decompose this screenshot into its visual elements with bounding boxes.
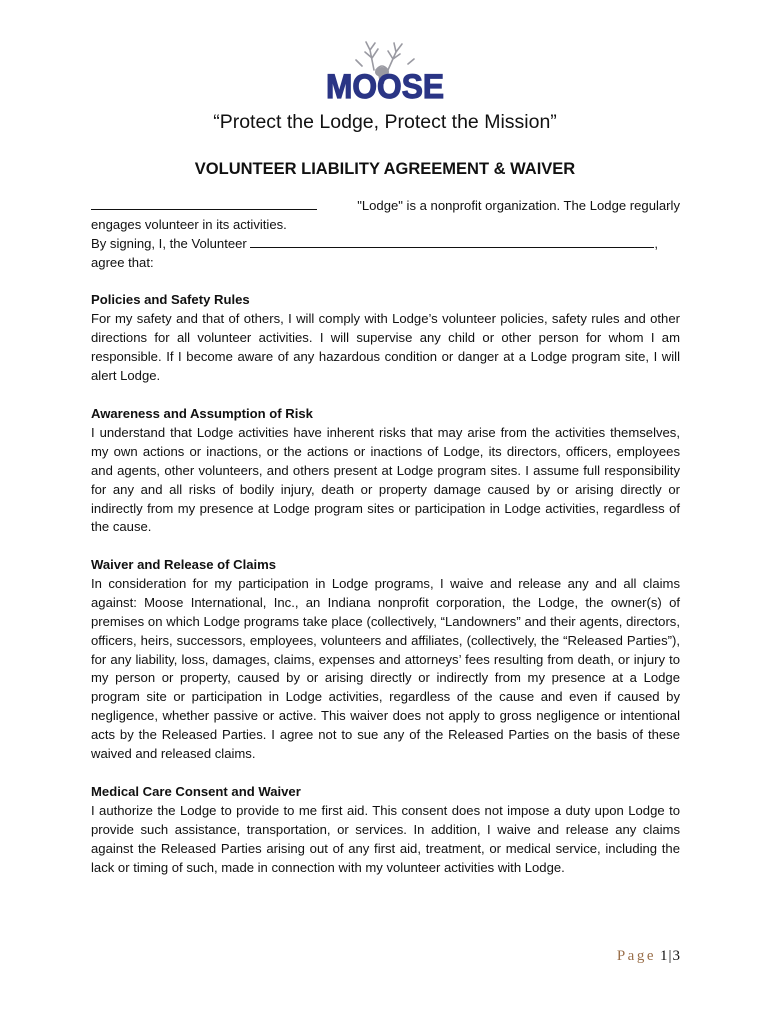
section-medical <box>91 783 680 878</box>
section-waiver <box>91 556 680 764</box>
intro-line-3 <box>91 235 680 254</box>
section-heading: Medical Care Consent and Waiver <box>91 784 301 799</box>
moose-antlers-icon <box>322 40 448 104</box>
lodge-name-field[interactable] <box>91 197 317 210</box>
section-policies <box>91 291 680 386</box>
volunteer-suffix: , <box>654 235 659 251</box>
section-body: I authorize the Lodge to provide to me first aid. This consent does not impose a duty upon Lodge to provide such assistance, transportation, or services. In addition, I waive and release any claims against the Released Parties arising out of any first aid, treatment, or medical service, including the lack or timing of such, made in connection with my volunteer activities with Lodge. <box>91 802 680 875</box>
page-footer <box>617 948 680 965</box>
intro-line-2: engages volunteer in its activities. <box>91 216 287 232</box>
document-title: VOLUNTEER LIABILITY AGREEMENT & WAIVER <box>194 160 576 178</box>
section-heading: Awareness and Assumption of Risk <box>91 406 313 421</box>
volunteer-label: By signing, I, the Volunteer <box>91 235 247 251</box>
intro-line-1-text: "Lodge" is a nonprofit organization. The Lodge regularly <box>357 198 680 213</box>
section-body: For my safety and that of others, I will comply with Lodge’s volunteer policies, safety rules and other directions for all volunteer activities. I will supervise any child or other person for whom I am responsible. If I become aware of any hazardous condition or danger at a Lodge program site, I will alert Lodge. <box>91 310 680 383</box>
section-body: In consideration for my participation in Lodge programs, I waive and release any and all claims against: Moose International, Inc., an Indiana nonprofit corporation, the Lodge, the owner(s) of premises on which Lodge programs take place (collectively, “Landowners” and their agents, directors, officers, heirs, successors, employees, volunteers and affiliates, (collectively, the “Released Parties”), for any liability, loss, damages, claims, expenses and attorneys’ fees resulting from death, or injury to my person or property, caused by or arising directly or indirectly from my presence at a Lodge program site or participation in Lodge activities, regardless of the cause and even if caused by negligence, whether passive or active. This waiver does not apply to gross negligence or intentional acts by the Released Parties. I agree not to sue any of the Released Parties on the basis of these waived and released claims. <box>91 575 680 762</box>
total-pages: 3 <box>672 948 680 964</box>
page-label: Page <box>616 948 656 964</box>
logo-wordmark: MOOSE <box>326 68 444 104</box>
section-body: I understand that Lodge activities have inherent risks that may arise from the activities themselves, my own actions or inactions, or the actions or inactions of Lodge, its directors, officers, employees and agents, other volunteers, and others present at Lodge program sites. I assume full responsibility for any and all risks of bodily injury, death or property damage caused by or arising directly or indirectly from my presence at Lodge program sites or participation in Lodge activities, regardless of the cause. <box>91 424 680 535</box>
intro-paragraph <box>91 197 680 273</box>
tagline: “Protect the Lodge, Protect the Mission” <box>213 111 557 133</box>
page-number: 1 <box>659 948 668 964</box>
intro-line-4: agree that: <box>91 254 154 270</box>
section-risk <box>91 405 680 537</box>
page-separator: | <box>668 948 672 964</box>
section-heading: Waiver and Release of Claims <box>91 557 277 572</box>
moose-logo <box>322 40 448 104</box>
section-heading: Policies and Safety Rules <box>91 292 250 307</box>
intro-line-1 <box>91 197 680 216</box>
volunteer-name-field[interactable] <box>250 235 654 248</box>
